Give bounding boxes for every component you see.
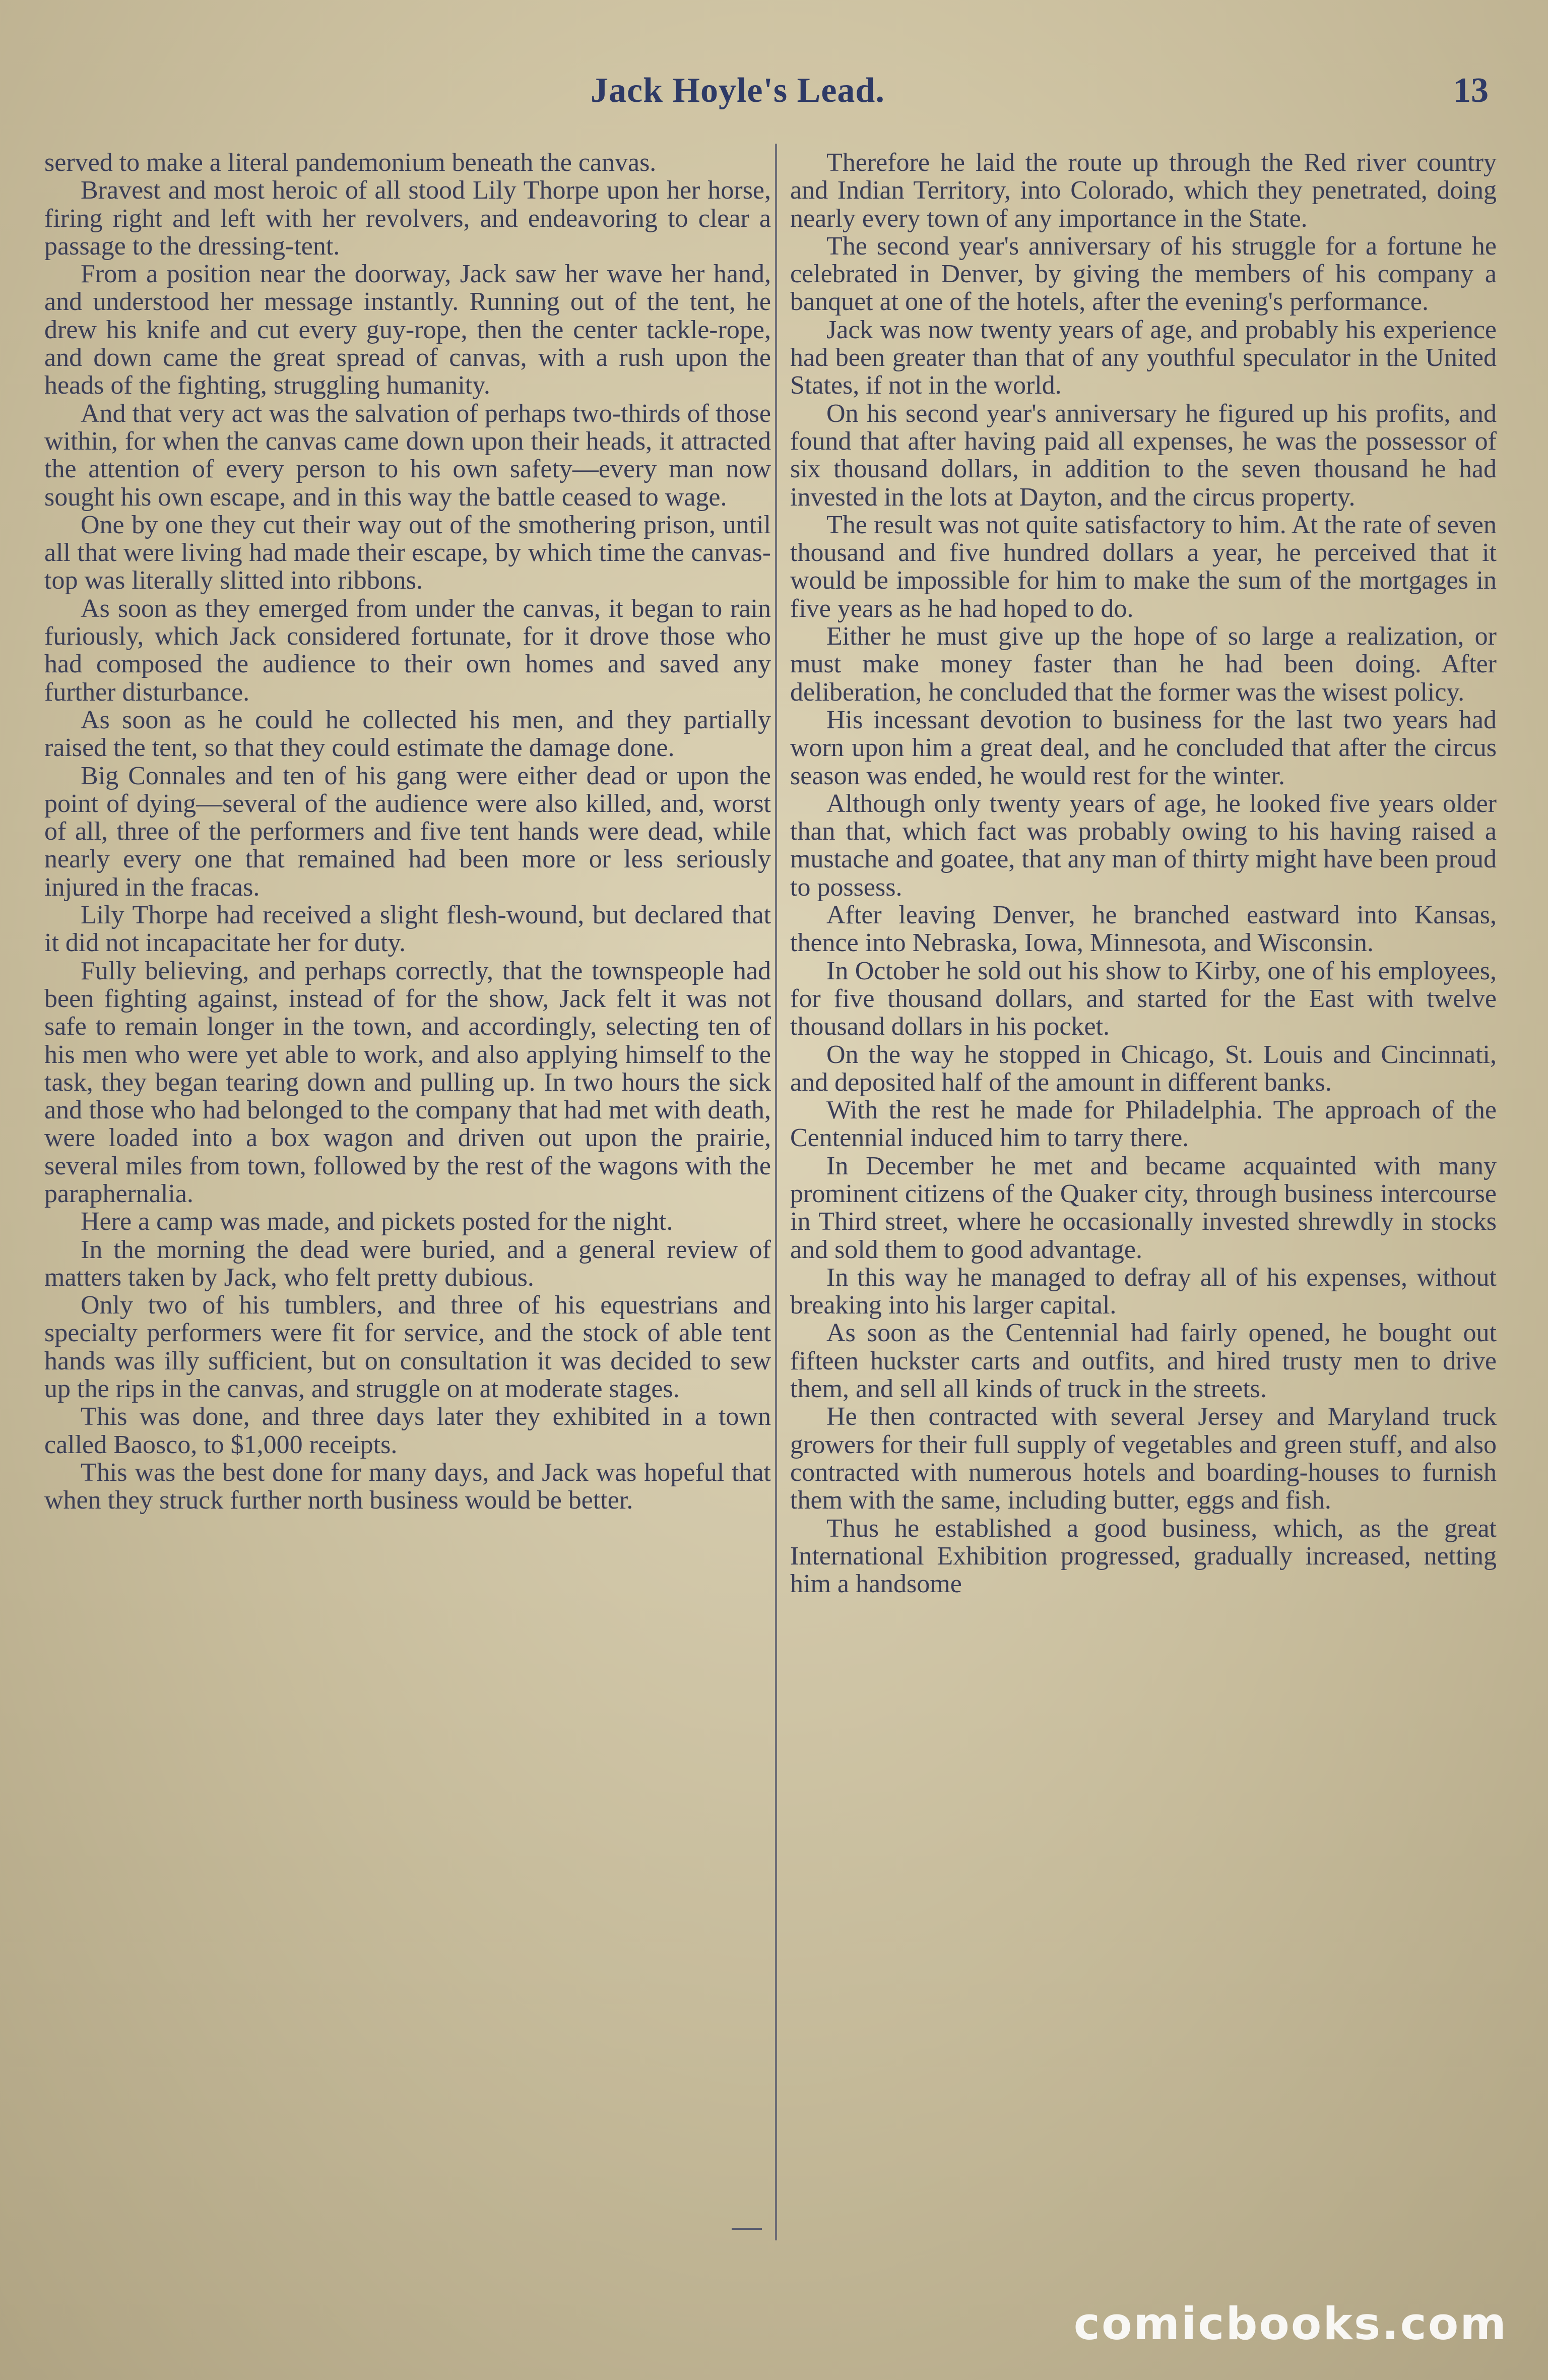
paragraph: His incessant devotion to business for the last two years had worn upon him a great deal, and he concluded that after the circus season was ended, he would rest for the winter.: [790, 705, 1497, 790]
paragraph: As soon as they emerged from under the canvas, it began to rain furiously, which Jack considered fortunate, for it drove those who had composed the audience to their own homes and saved any further disturbance.: [44, 594, 771, 707]
paragraph: Thus he established a good business, which, as the great International Exhibition progressed, gradually increased, netting him a handsome: [790, 1514, 1497, 1599]
paragraph: served to make a literal pandemonium beneath the canvas.: [44, 148, 657, 177]
paragraph: Either he must give up the hope of so large a realization, or must make money faster than he had been doing. After deliberation, he concluded that the former was the wisest policy.: [790, 622, 1497, 707]
paragraph: Therefore he laid the route up through the Red river country and Indian Territory, into Colorado, which they penetrated, doing nearly every town of any importance in the State.: [790, 148, 1497, 233]
paragraph: Here a camp was made, and pickets posted for the night.: [81, 1207, 673, 1236]
paragraph: Fully believing, and perhaps correctly, that the townspeople had been fighting against, instead of for the show, Jack felt it was not safe to remain longer in the town, and accordingly, selecting ten of his men who were yet able to work, and also applying himself to the task, they began tearing down and pulling up. In two hours the sick and those who had belonged to the company that had met with death, were loaded into a box wagon and driven out upon the prairie, several miles from town, followed by the rest of the wagons with the paraphernalia.: [44, 956, 771, 1208]
watermark: comicbooks.com: [1073, 2298, 1508, 2350]
paragraph: Jack was now twenty years of age, and probably his experience had been greater than that of any youthful speculator in the United States, if not in the world.: [790, 315, 1497, 400]
paragraph: Lily Thorpe had received a slight flesh-wound, but declared that it did not incapacitate her for duty.: [44, 901, 771, 958]
paragraph: With the rest he made for Philadelphia. The approach of the Centennial induced him to tarry there.: [790, 1096, 1497, 1153]
paragraph: Only two of his tumblers, and three of his equestrians and specialty performers were fit for service, and the stock of able tent hands was illy sufficient, but on consultation it was decided to sew up the rips in the canvas, and struggle on at moderate stages.: [44, 1291, 771, 1404]
end-dash: [732, 2228, 762, 2230]
paragraph: Bravest and most heroic of all stood Lily Thorpe upon her horse, firing right and left with her revolvers, and endeavoring to clear a passage to the dressing-tent.: [44, 176, 771, 261]
paragraph: The result was not quite satisfactory to him. At the rate of seven thousand and five hundred dollars a year, he perceived that it would be impossible for him to make the sum of the mortgages in five years as he had hoped to do.: [790, 510, 1497, 623]
running-header: [36, 66, 1494, 121]
paragraph: Although only twenty years of age, he looked five years older than that, which fact was probably owing to his having raised a mustache and goatee, that any man of thirty might have been proud to possess.: [790, 789, 1497, 902]
paragraph: In December he met and became acquainted with many prominent citizens of the Quaker city, through business intercourse in Third street, where he occasionally invested shrewdly in stocks and sold them to good advantage.: [790, 1151, 1497, 1264]
paragraph: As soon as the Centennial had fairly opened, he bought out fifteen huckster carts and outfits, and hired trusty men to drive them, and sell all kinds of truck in the streets.: [790, 1319, 1497, 1404]
left-column: [44, 149, 771, 1515]
paragraph: As soon as he could he collected his men, and they partially raised the tent, so that they could estimate the damage done.: [44, 705, 771, 763]
paragraph: In October he sold out his show to Kirby, one of his employees, for five thousand dollars, and started for the East with twelve thousand dollars in his pocket.: [790, 956, 1497, 1041]
paragraph: One by one they cut their way out of the smothering prison, until all that were living had made their escape, by which time the canvas-top was literally slitted into ribbons.: [44, 510, 771, 595]
paragraph: Big Connales and ten of his gang were either dead or upon the point of dying—several of the audience were also killed, and, worst of all, three of the performers and five tent hands were dead, while nearly every one that remained had been more or less seriously injured in the fracas.: [44, 761, 771, 902]
header-title: Jack Hoyle's Lead.: [591, 71, 885, 110]
paragraph: From a position near the doorway, Jack saw her wave her hand, and understood her message instantly. Running out of the tent, he drew his knife and cut every guy-rope, then the center tackle-rope, and down came the great spread of canvas, with a rush upon the heads of the fighting, struggling humanity.: [44, 260, 771, 400]
paragraph: In the morning the dead were buried, and a general review of matters taken by Jack, who felt pretty dubious.: [44, 1235, 771, 1292]
column-divider: [775, 144, 777, 2240]
paragraph: In this way he managed to defray all of his expenses, without breaking into his larger capital.: [790, 1263, 1497, 1320]
right-column: [790, 149, 1497, 1598]
paragraph: On his second year's anniversary he figured up his profits, and found that after having paid all expenses, he was the possessor of six thousand dollars, in addition to the seven thousand he had invested in the lots at Dayton, and the circus property.: [790, 399, 1497, 512]
page-number: 13: [1453, 71, 1489, 110]
paragraph: He then contracted with several Jersey and Maryland truck growers for their full supply of vegetables and green stuff, and also contracted with numerous hotels and boarding-houses to furnish them with the same, including butter, eggs and fish.: [790, 1402, 1497, 1515]
paragraph: On the way he stopped in Chicago, St. Louis and Cincinnati, and deposited half of the amount in different banks.: [790, 1040, 1497, 1097]
paragraph: The second year's anniversary of his struggle for a fortune he celebrated in Denver, by giving the members of his company a banquet at one of the hotels, after the evening's performance.: [790, 231, 1497, 317]
paragraph: This was done, and three days later they exhibited in a town called Baosco, to $1,000 receipts.: [44, 1402, 771, 1459]
paragraph: And that very act was the salvation of perhaps two-thirds of those within, for when the canvas came down upon their heads, it attracted the attention of every person to his own safety—every man now sought his own escape, and in this way the battle ceased to wage.: [44, 399, 771, 512]
paragraph: This was the best done for many days, and Jack was hopeful that when they struck further north business would be better.: [44, 1458, 771, 1515]
paragraph: After leaving Denver, he branched eastward into Kansas, thence into Nebraska, Iowa, Minnesota, and Wisconsin.: [790, 901, 1497, 958]
